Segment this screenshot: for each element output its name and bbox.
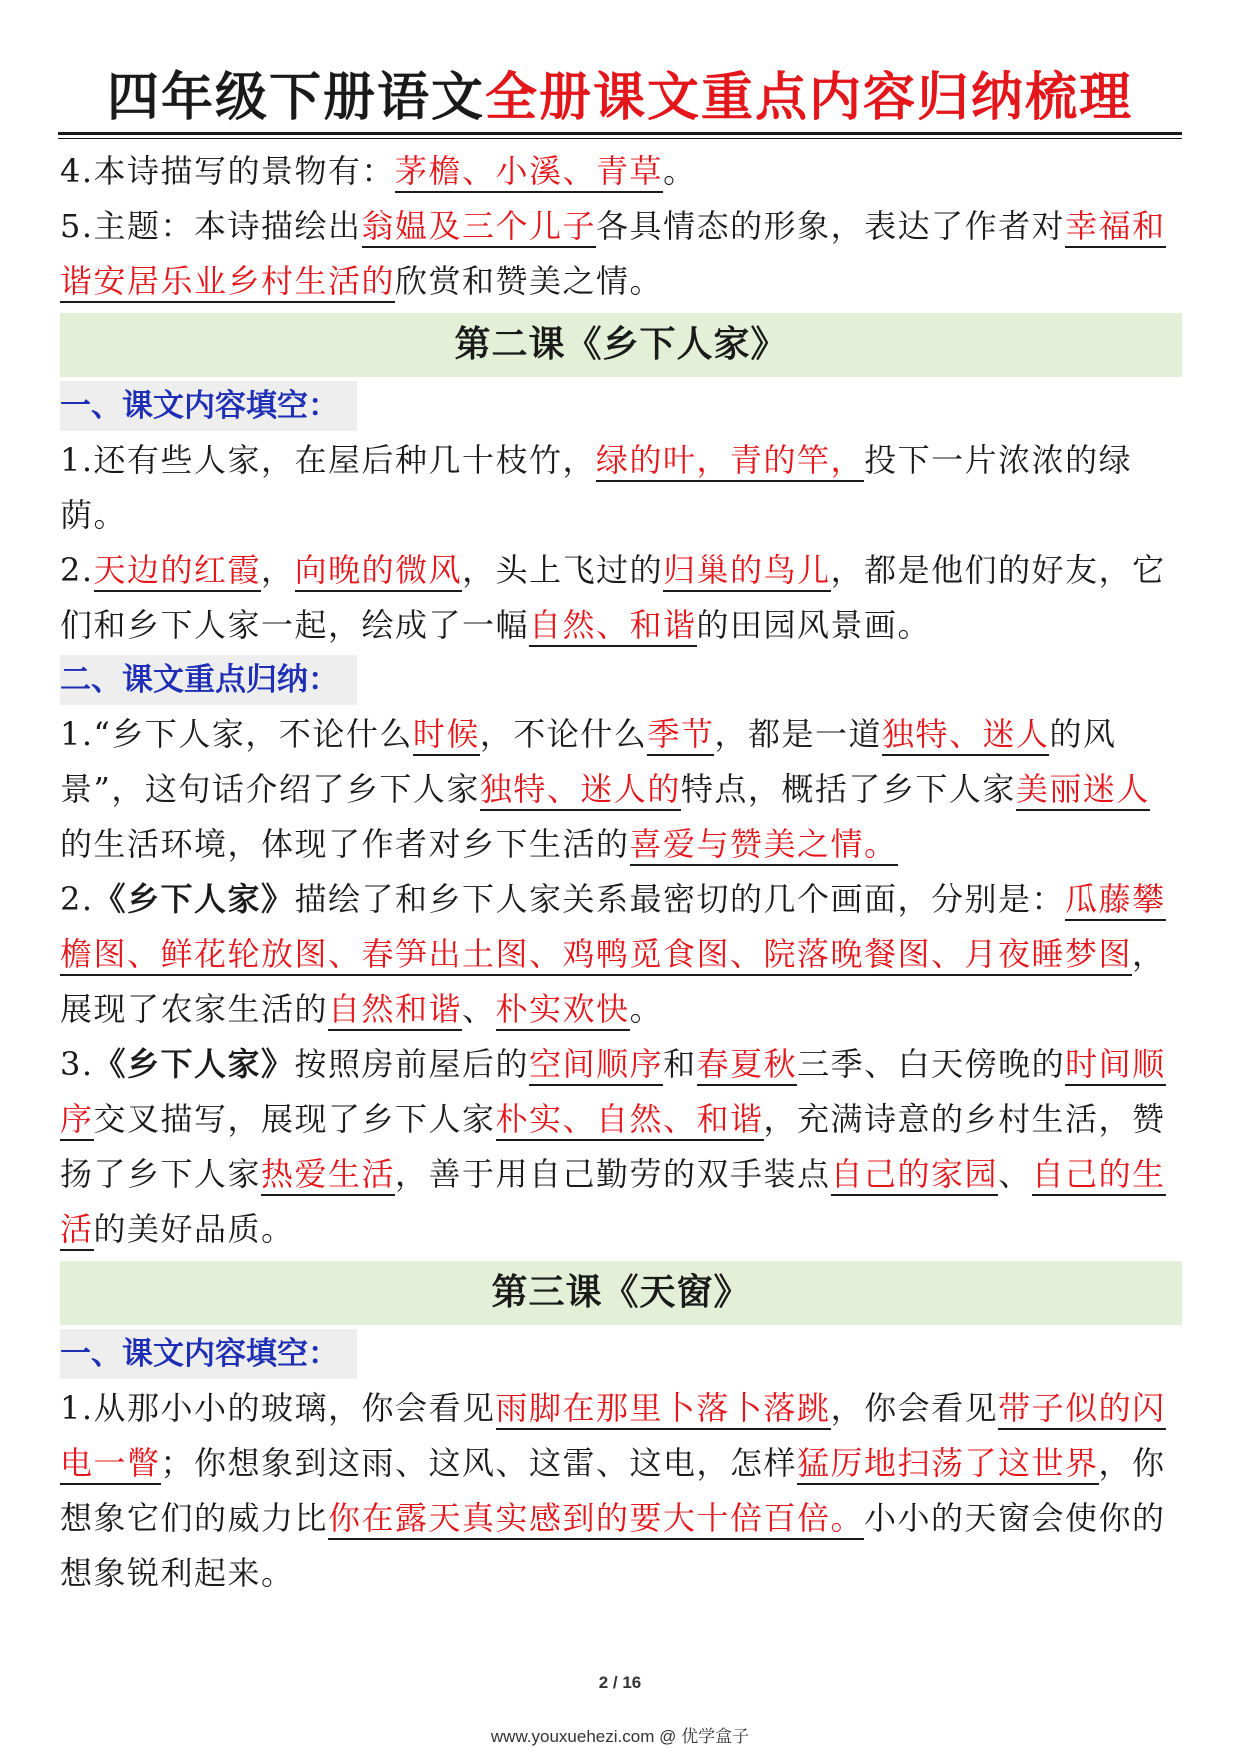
text: ；你想象到这雨、这风、这雷、这电，怎样 <box>160 1444 798 1482</box>
text: 的生活环境，体现了作者对乡下生活的 <box>60 825 630 863</box>
answer: 自己的生活 <box>60 1155 1166 1251</box>
text: 、 <box>462 990 496 1028</box>
footer-watermark: www.youxuehezi.com @ 优学盒子 <box>490 1727 750 1746</box>
answer: 向晚的微风 <box>295 551 463 592</box>
title-red: 全册课文重点内容归纳梳理 <box>485 68 1134 128</box>
text: ，头上飞过的 <box>462 551 664 589</box>
main-content <box>60 144 1182 1601</box>
text: 各具情态的形象，表达了作者对 <box>596 207 1066 245</box>
paragraph <box>60 1037 1182 1257</box>
answer: 季节 <box>647 715 714 756</box>
answer: 美丽迷人 <box>1016 770 1150 811</box>
text: 1.从那小小的玻璃，你会看见 <box>60 1389 496 1427</box>
text: 按照房前屋后的 <box>294 1045 530 1083</box>
text: 欣赏和赞美之情。 <box>395 262 664 300</box>
text: ，你会看见 <box>830 1389 999 1427</box>
bold-title: 《乡下人家》 <box>93 1045 295 1083</box>
paragraph <box>60 543 1182 653</box>
paragraph <box>60 707 1182 872</box>
text: ， <box>261 551 295 589</box>
answer: 自己的家园 <box>831 1155 999 1196</box>
text: 描绘了和乡下人家关系最密切的几个画面，分别是： <box>294 880 1066 918</box>
answer: 雨脚在那里卜落卜落跳 <box>496 1389 831 1430</box>
section-heading-row <box>60 1329 1182 1381</box>
text: 1.“乡下人家，不论什么 <box>60 715 413 753</box>
answer: 天边的红霞 <box>94 551 262 592</box>
text: 的田园风景画。 <box>696 606 932 644</box>
lesson-heading: 第三课《天窗》 <box>60 1261 1182 1325</box>
answer: 热爱生活 <box>261 1155 395 1196</box>
section-heading-row <box>60 381 1182 433</box>
answer: 空间顺序 <box>529 1045 663 1086</box>
answer: 独特、迷人的 <box>480 770 681 811</box>
section-heading-row <box>60 655 1182 707</box>
text: 1.还有些人家，在屋后种几十枝竹， <box>60 441 597 479</box>
answer: 翁媪及三个儿子 <box>362 207 597 248</box>
text: 的美好品质。 <box>93 1210 295 1248</box>
text: 2. <box>60 880 94 918</box>
title-rule-thin <box>58 138 1182 139</box>
answer: 归巢的鸟儿 <box>663 551 831 592</box>
text: ，充满诗意的乡村生活，赞扬了乡下人家 <box>60 1100 1166 1193</box>
answer: 带子似的闪电一瞥 <box>60 1389 1166 1485</box>
text: ，都是一道 <box>714 715 882 753</box>
text: 投下一片浓浓的绿荫。 <box>60 441 1133 534</box>
paragraph <box>60 144 1182 199</box>
answer: 幸福和谐安居乐业乡村生活的 <box>60 207 1166 303</box>
paragraph <box>60 199 1182 309</box>
text: 。 <box>629 990 664 1028</box>
text: 2. <box>60 551 94 589</box>
bold-title: 《乡下人家》 <box>93 880 295 918</box>
text: ，都是他们的好友，它们和乡下人家一起，绘成了一幅 <box>60 551 1166 644</box>
title-rule <box>58 132 1182 135</box>
page-number: 2 / 16 <box>598 1673 642 1692</box>
text: 4.本诗描写的景物有： <box>60 152 396 190</box>
text: ，善于用自己勤劳的双手装点 <box>395 1155 831 1193</box>
answer: 喜爱与赞美之情。 <box>630 825 898 866</box>
text: 。 <box>663 152 697 190</box>
text: ，展现了农家生活的 <box>60 935 1166 1028</box>
section-heading: 一、课文内容填空： <box>60 381 357 431</box>
text: 和 <box>663 1045 697 1083</box>
answer: 自然和谐 <box>328 990 462 1031</box>
text: 的风景”，这句话介绍了乡下人家 <box>60 715 1117 808</box>
answer: 朴实欢快 <box>496 990 630 1031</box>
answer: 你在露天真实感到的要大十倍百倍。 <box>328 1499 864 1540</box>
answer: 猛厉地扫荡了这世界 <box>797 1444 1099 1485</box>
answer: 瓜藤攀檐图、鲜花轮放图、春笋出土图、鸡鸭觅食图、院落晚餐图、月夜睡梦图 <box>60 880 1166 976</box>
page-title <box>60 62 1180 134</box>
text: 交叉描写，展现了乡下人家 <box>93 1100 496 1138</box>
text: 、 <box>998 1155 1032 1193</box>
answer: 春夏秋 <box>697 1045 798 1086</box>
paragraph <box>60 1381 1182 1601</box>
text: ，你想象它们的威力比 <box>60 1444 1166 1537</box>
text: 5.主题：本诗描绘出 <box>60 207 362 245</box>
section-heading: 一、课文内容填空： <box>60 1329 357 1379</box>
answer: 时候 <box>413 715 480 756</box>
lesson-heading: 第二课《乡下人家》 <box>60 313 1182 377</box>
section-heading: 二、课文重点归纳： <box>60 655 357 705</box>
paragraph <box>60 433 1182 543</box>
text: 3. <box>60 1045 94 1083</box>
text: 三季、白天傍晚的 <box>797 1045 1066 1083</box>
text: ，不论什么 <box>479 715 648 753</box>
answer: 时间顺序 <box>60 1045 1166 1141</box>
answer: 朴实、自然、和谐 <box>496 1100 764 1141</box>
answer: 绿的叶，青的竿， <box>596 441 864 482</box>
text: 小小的天窗会使你的想象锐利起来。 <box>60 1499 1166 1592</box>
answer: 自然、和谐 <box>529 606 697 647</box>
paragraph <box>60 872 1182 1037</box>
answer: 茅檐、小溪、青草 <box>395 152 663 193</box>
text: 特点，概括了乡下人家 <box>680 770 1016 808</box>
answer: 独特、迷人 <box>882 715 1050 756</box>
title-black: 四年级下册语文 <box>106 68 485 128</box>
